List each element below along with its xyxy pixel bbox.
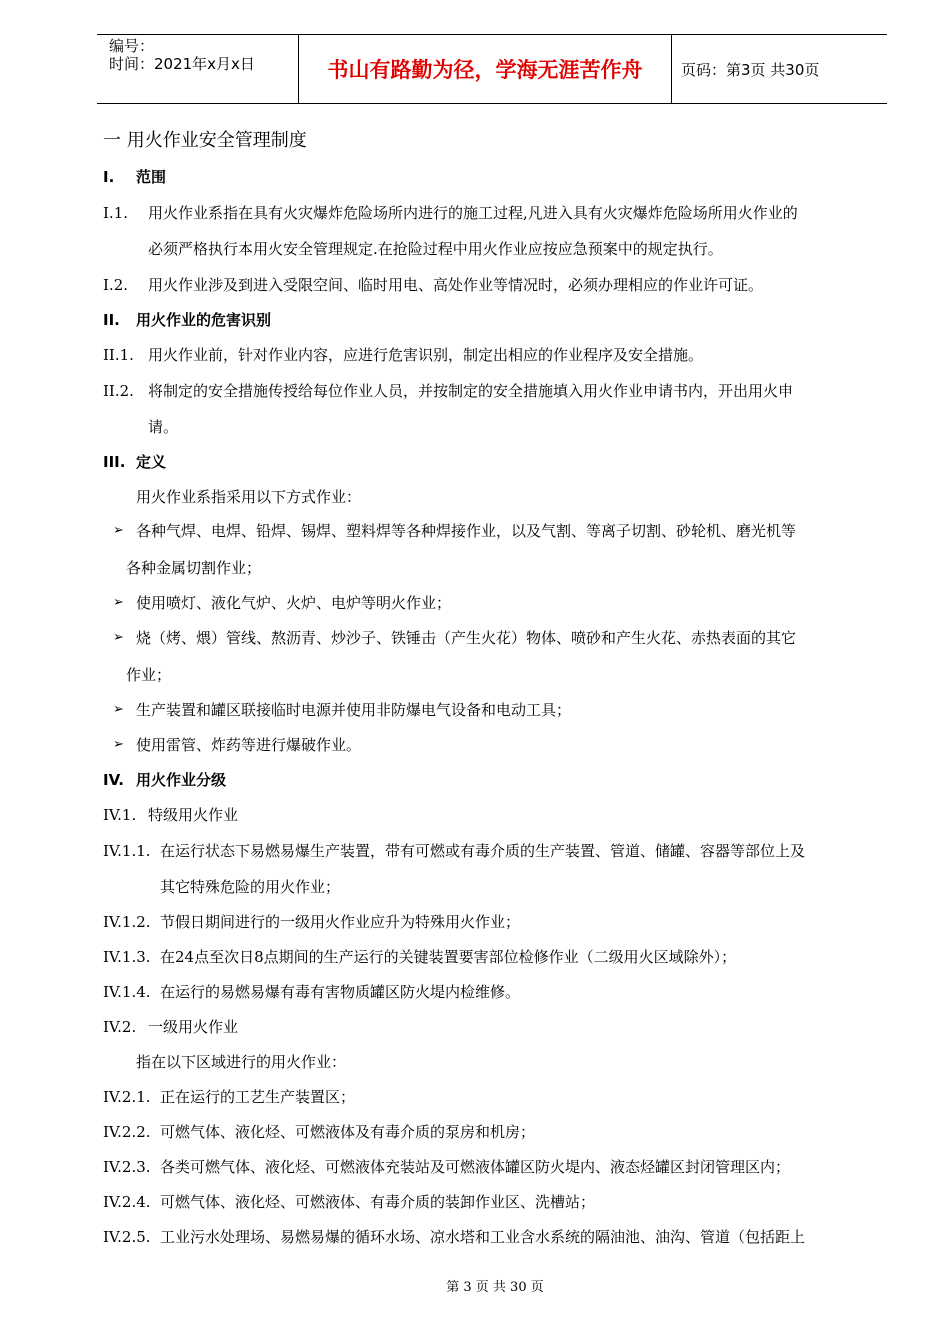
clause-number: IV.2.3. [103,1158,151,1176]
section-title: 范围 [136,168,167,186]
page-footer: 第 3 页 共 30 页 [446,1280,544,1295]
clause-number: I.2. [103,276,129,294]
section-number: IV. [103,771,124,789]
clause-number: I.1. [103,204,129,222]
bullet-text: 烧（烤、煨）管线、熬沥青、炒沙子、铁锤击（产生火花）物体、喷砂和产生火花、赤热表面的其它 [136,629,797,647]
header-divider [671,35,672,103]
clause-number: IV.2.5. [103,1228,151,1246]
clause-text: 工业污水处理场、易燃易爆的循环水场、凉水塔和工业含水系统的隔油池、油沟、管道（包括距上 [160,1228,806,1246]
bullet-text: 使用喷灯、液化气炉、火炉、电炉等明火作业； [136,594,452,612]
section-title: 用火作业分级 [136,771,227,789]
arrow-bullet-icon: ➢ [113,737,124,752]
clause-text: 将制定的安全措施传授给每位作业人员，并按制定的安全措施填入用火作业申请书内，开出用火申 [148,382,794,400]
arrow-bullet-icon: ➢ [113,702,124,717]
bullet-text: 使用雷管、炸药等进行爆破作业。 [136,736,362,754]
bullet-text: 各种金属切割作业； [126,559,262,577]
clause-number: IV.1.1. [103,842,151,860]
arrow-bullet-icon: ➢ [113,523,124,538]
header-meta [109,37,255,73]
intro-text: 指在以下区域进行的用火作业： [136,1053,347,1071]
clause-number: II.1. [103,346,134,364]
clause-number: IV.2.1. [103,1088,151,1106]
subsection-title: 特级用火作业 [148,806,239,824]
clause-text: 各类可燃气体、液化烃、可燃液体充装站及可燃液体罐区防火堤内、液态烃罐区封闭管理区内； [160,1158,791,1176]
subsection-title: 一级用火作业 [148,1018,239,1036]
clause-text: 必须严格执行本用火安全管理规定.在抢险过程中用火作业应按应急预案中的规定执行。 [148,240,723,258]
section-number: I. [103,168,115,186]
section-number: II. [103,311,120,329]
clause-number: IV.2. [103,1018,137,1036]
clause-number: IV.1.3. [103,948,151,966]
clause-number: IV.1.4. [103,983,151,1001]
header-page-info: 页码：第3页 共30页 [681,60,820,79]
arrow-bullet-icon: ➢ [113,595,124,610]
arrow-bullet-icon: ➢ [113,630,124,645]
clause-text: 用火作业前，针对作业内容，应进行危害识别，制定出相应的作业程序及安全措施。 [148,346,704,364]
id-label: 编号： [109,37,155,55]
bullet-text: 生产装置和罐区联接临时电源并使用非防爆电气设备和电动工具； [136,701,572,719]
header-motto: 书山有路勤为径，学海无涯苦作舟 [327,58,643,82]
clause-number: IV.1.2. [103,913,151,931]
bullet-text: 作业； [126,666,172,684]
clause-number: II.2. [103,382,134,400]
clause-text: 在运行的易燃易爆有毒有害物质罐区防火堤内检维修。 [160,983,521,1001]
intro-text: 用火作业系指采用以下方式作业： [136,488,362,506]
clause-text: 可燃气体、液化烃、可燃液体及有毒介质的泵房和机房； [160,1123,536,1141]
clause-text: 正在运行的工艺生产装置区； [160,1088,356,1106]
clause-number: IV.2.4. [103,1193,151,1211]
clause-text: 请。 [148,418,179,436]
page-header [97,34,887,104]
bullet-text: 各种气焊、电焊、铅焊、锡焊、塑料焊等各种焊接作业，以及气割、等离子切割、砂轮机、磨光机等 [136,522,797,540]
section-title: 用火作业的危害识别 [136,311,272,329]
clause-text: 在24点至次日8点期间的生产运行的关键装置要害部位检修作业（二级用火区域除外）； [160,948,737,966]
section-title: 定义 [136,453,167,471]
document-title: 一 用火作业安全管理制度 [103,130,307,151]
clause-text: 在运行状态下易燃易爆生产装置，带有可燃或有毒介质的生产装置、管道、储罐、容器等部位上及 [160,842,806,860]
section-number: III. [103,453,126,471]
clause-text: 用火作业系指在具有火灾爆炸危险场所内进行的施工过程,凡进入具有火灾爆炸危险场所用火作业的 [148,204,798,222]
time-label: 时间：2021年x月x日 [109,55,255,73]
clause-number: IV.2.2. [103,1123,151,1141]
clause-number: IV.1. [103,806,137,824]
clause-text: 其它特殊危险的用火作业； [160,878,341,896]
clause-text: 节假日期间进行的一级用火作业应升为特殊用火作业； [160,913,521,931]
clause-text: 用火作业涉及到进入受限空间、临时用电、高处作业等情况时，必须办理相应的作业许可证。 [148,276,764,294]
clause-text: 可燃气体、液化烃、可燃液体、有毒介质的装卸作业区、洗槽站； [160,1193,596,1211]
